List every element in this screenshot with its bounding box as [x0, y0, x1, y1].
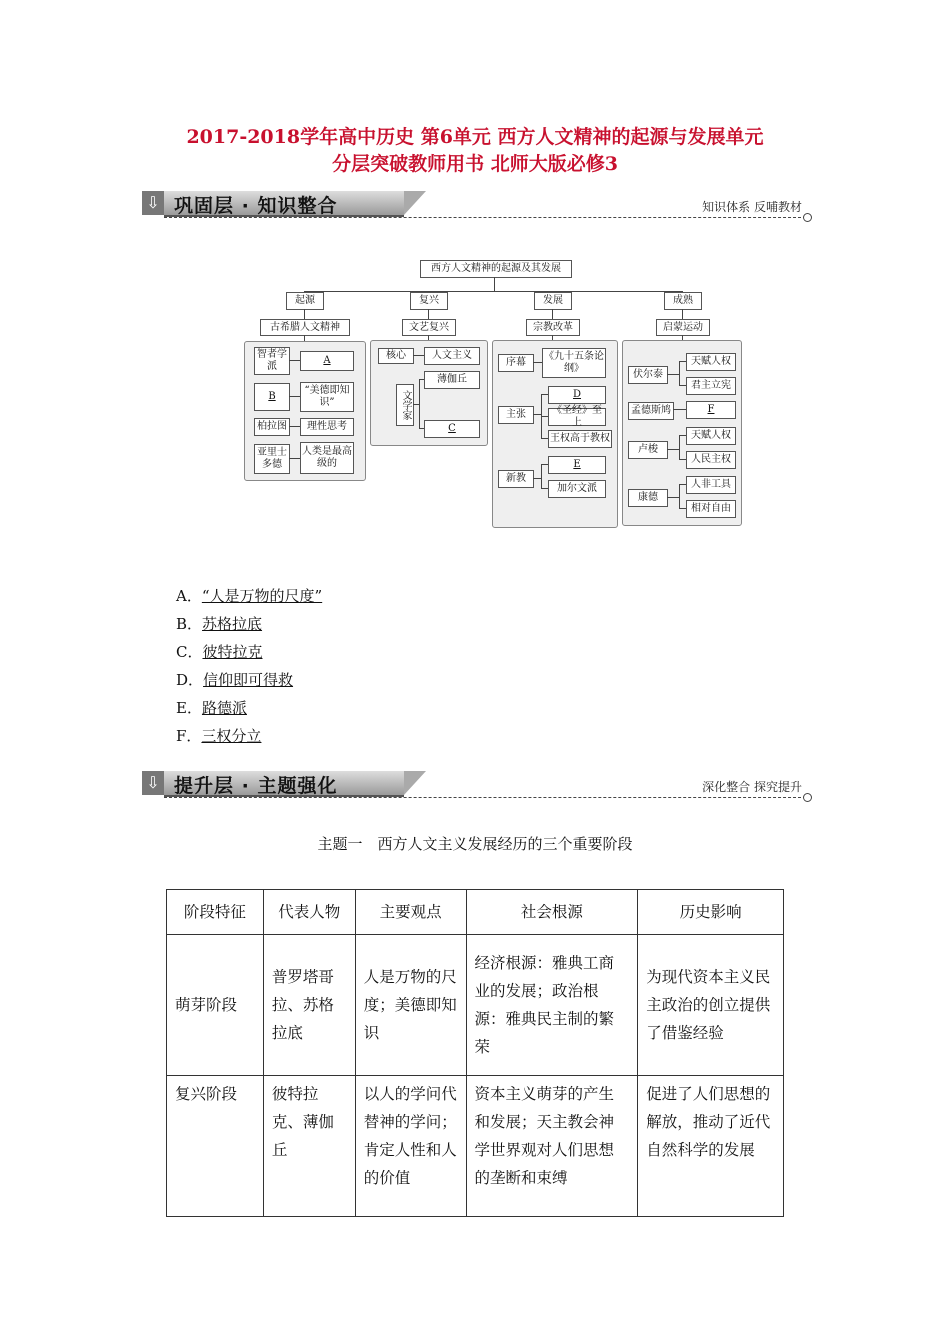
option-c: C．彼特拉克: [176, 643, 263, 661]
option-a: A．“人是万物的尺度”: [176, 587, 323, 605]
g1-reason: 理性思考: [300, 418, 354, 436]
stage-mature: 成熟: [664, 292, 702, 310]
cell-views: 以人的学问代替神的学问；肯定人性和人的价值: [355, 1076, 466, 1217]
g4-r-sovereignty: 人民主权: [686, 451, 736, 469]
down-arrow-icon: ⇩: [142, 771, 164, 795]
answer-options: [176, 582, 322, 750]
cell-roots: 经济根源：雅典工商业的发展；政治根源：雅典民主制的繁荣: [466, 935, 638, 1076]
cell-roots: 资本主义萌芽的产生和发展；天主教会神学世界观对人们思想的垄断和束缚: [466, 1076, 638, 1217]
g1-virtue: “美德即知识”: [300, 382, 354, 412]
g3-kingship: 王权高于教权: [548, 430, 612, 448]
cell-stage: 萌芽阶段: [167, 935, 264, 1076]
sub-reformation: 宗教改革: [526, 319, 580, 336]
header-views: 主要观点: [355, 890, 466, 935]
section-banner-advance: [142, 768, 812, 802]
stage-revival: 复兴: [410, 292, 448, 310]
sub-enlightenment: 启蒙运动: [656, 319, 710, 336]
g4-r-rights: 天赋人权: [686, 427, 736, 445]
title-line-2: 分层突破教师用书 北师大版必修3: [332, 153, 618, 175]
option-b: B．苏格拉底: [176, 615, 263, 633]
cell-figures: 普罗塔哥拉、苏格拉底: [263, 935, 355, 1076]
g4-montesquieu: 孟德斯鸠: [628, 402, 674, 420]
g2-writers: 文学家: [396, 384, 414, 426]
section-banner-consolidate: [142, 188, 812, 222]
g2-blank-c: C: [424, 420, 480, 438]
g1-blank-a: A: [300, 351, 354, 371]
g2-boccaccio: 薄伽丘: [424, 371, 480, 389]
g3-calvinism: 加尔文派: [548, 480, 606, 498]
diagram-root: 西方人文精神的起源及其发展: [420, 260, 572, 278]
g4-k-tool: 人非工具: [686, 476, 736, 494]
g3-blank-e: E: [548, 456, 606, 474]
header-figures: 代表人物: [263, 890, 355, 935]
g4-kant: 康德: [628, 489, 668, 507]
g4-v-monarchy: 君主立宪: [686, 377, 736, 395]
g1-aristotle: 亚里士多德: [254, 444, 290, 474]
down-arrow-icon: ⇩: [142, 191, 164, 215]
g1-sophists: 智者学派: [254, 347, 290, 375]
table-row: [167, 1076, 784, 1217]
stage-development: 发展: [534, 292, 572, 310]
stages-table: [166, 889, 784, 1217]
g1-blank-b: B: [254, 383, 290, 411]
option-e: E．路德派: [176, 699, 247, 717]
g3-prelude: 序幕: [498, 354, 534, 372]
g3-bible: 《圣经》至上: [548, 408, 606, 426]
g4-voltaire: 伏尔泰: [628, 366, 668, 384]
header-impact: 历史影响: [638, 890, 784, 935]
g1-highest: 人类是最高级的: [300, 442, 354, 474]
sub-greek: 古希腊人文精神: [260, 319, 350, 336]
header-roots: 社会根源: [466, 890, 638, 935]
g3-claims: 主张: [498, 406, 534, 424]
sub-renaissance: 文艺复兴: [402, 319, 456, 336]
cell-impact: 促进了人们思想的解放，推动了近代自然科学的发展: [638, 1076, 784, 1217]
cell-impact: 为现代资本主义民主政治的创立提供了借鉴经验: [638, 935, 784, 1076]
cell-stage: 复兴阶段: [167, 1076, 264, 1217]
header-stage: 阶段特征: [167, 890, 264, 935]
g4-rousseau: 卢梭: [628, 441, 668, 459]
cell-figures: 彼特拉克、薄伽丘: [263, 1076, 355, 1217]
banner-subtitle: 知识体系 反哺教材: [702, 200, 802, 214]
option-f: F．三权分立: [176, 727, 262, 745]
banner-title: 提升层 · 主题强化: [174, 775, 338, 797]
g2-humanism: 人文主义: [424, 347, 480, 365]
banner-title: 巩固层 · 知识整合: [174, 195, 338, 217]
banner-subtitle: 深化整合 探究提升: [702, 780, 802, 794]
g1-plato: 柏拉图: [254, 418, 290, 436]
g3-blank-d: D: [548, 386, 606, 404]
cell-views: 人是万物的尺度；美德即知识: [355, 935, 466, 1076]
table-row: [167, 935, 784, 1076]
stage-origin: 起源: [286, 292, 324, 310]
g3-protestant: 新教: [498, 470, 534, 488]
g4-v-rights: 天赋人权: [686, 353, 736, 371]
knowledge-diagram: [242, 258, 772, 530]
title-line-1: 2017-2018学年高中历史 第6单元 西方人文精神的起源与发展单元: [186, 126, 764, 148]
table-header-row: [167, 890, 784, 935]
g3-theses: 《九十五条论纲》: [542, 348, 606, 378]
g2-core: 核心: [378, 348, 414, 364]
g4-k-freedom: 相对自由: [686, 500, 736, 518]
option-d: D．信仰即可得救: [176, 671, 294, 689]
theme-title: 主题一 西方人文主义发展经历的三个重要阶段: [317, 835, 633, 853]
document-title: [60, 124, 890, 178]
g4-blank-f: F: [686, 401, 736, 419]
